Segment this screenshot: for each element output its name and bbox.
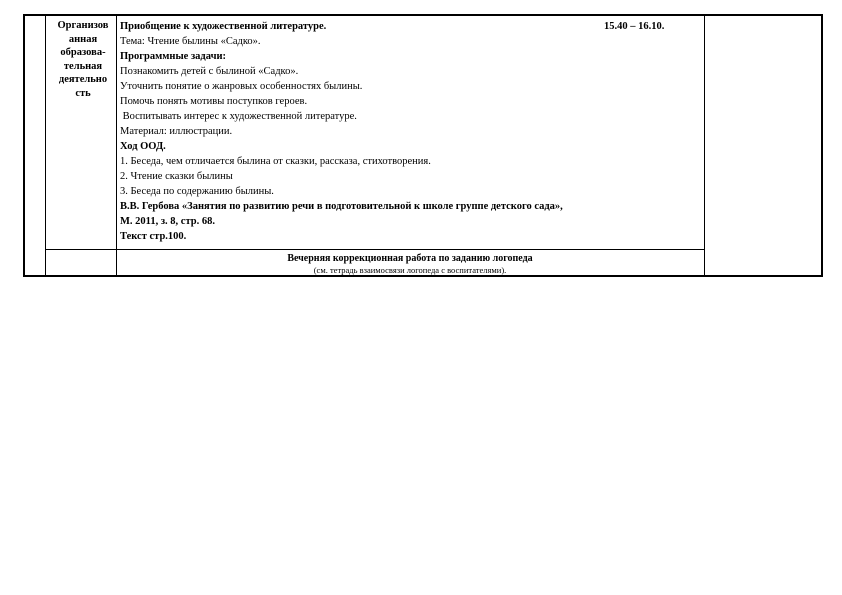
goal-item: Воспитывать интерес к художественной литературе.: [120, 111, 357, 122]
row-divider: [45, 249, 704, 250]
lesson-theme: Тема: Чтение былины «Садко».: [120, 36, 261, 47]
lesson-content-cell: [120, 19, 705, 244]
text-reference: Текст стр.100.: [120, 231, 187, 242]
activity-type-line: образова-: [60, 47, 106, 59]
activity-type-cell: [49, 19, 117, 101]
goal-item: Познакомить детей с былиной «Садко».: [120, 66, 299, 77]
goals-heading: Программные задачи:: [120, 51, 227, 62]
evening-work-cell: [117, 252, 703, 276]
column-divider: [45, 16, 46, 275]
course-step: 3. Беседа по содержанию былины.: [120, 186, 274, 197]
evening-work-note: (см. тетрадь взаимосвязи логопеда с воспитателями).: [313, 265, 507, 275]
material-line: Материал: иллюстрации.: [120, 126, 233, 137]
evening-work-title: Вечерняя коррекционная работа по заданию логопеда: [287, 253, 533, 264]
activity-type-line: Организов: [57, 20, 109, 31]
course-heading: Ход ООД.: [120, 141, 166, 152]
source-publication: М. 2011, з. 8, стр. 68.: [120, 216, 215, 227]
lesson-plan-table: [23, 14, 823, 277]
activity-type-line: тельная: [63, 60, 103, 72]
course-step: 1. Беседа, чем отличается былина от сказки, рассказа, стихотворения.: [120, 156, 431, 167]
activity-type-line: деятельно: [58, 74, 108, 86]
goal-item: Уточнить понятие о жанровых особенностях былины.: [120, 81, 363, 92]
course-step: 2. Чтение сказки былины: [120, 171, 233, 182]
activity-type-line: сть: [75, 87, 91, 99]
source-reference: В.В. Гербова «Занятия по развитию речи в подготовительной к школе группе детского сада»,: [120, 201, 563, 212]
goal-item: Помочь понять мотивы поступков героев.: [120, 96, 308, 107]
activity-type-line: анная: [68, 33, 98, 45]
topic-heading: Приобщение к художественной литературе.: [120, 21, 327, 32]
lesson-time: 15.40 – 16.10.: [604, 21, 665, 32]
